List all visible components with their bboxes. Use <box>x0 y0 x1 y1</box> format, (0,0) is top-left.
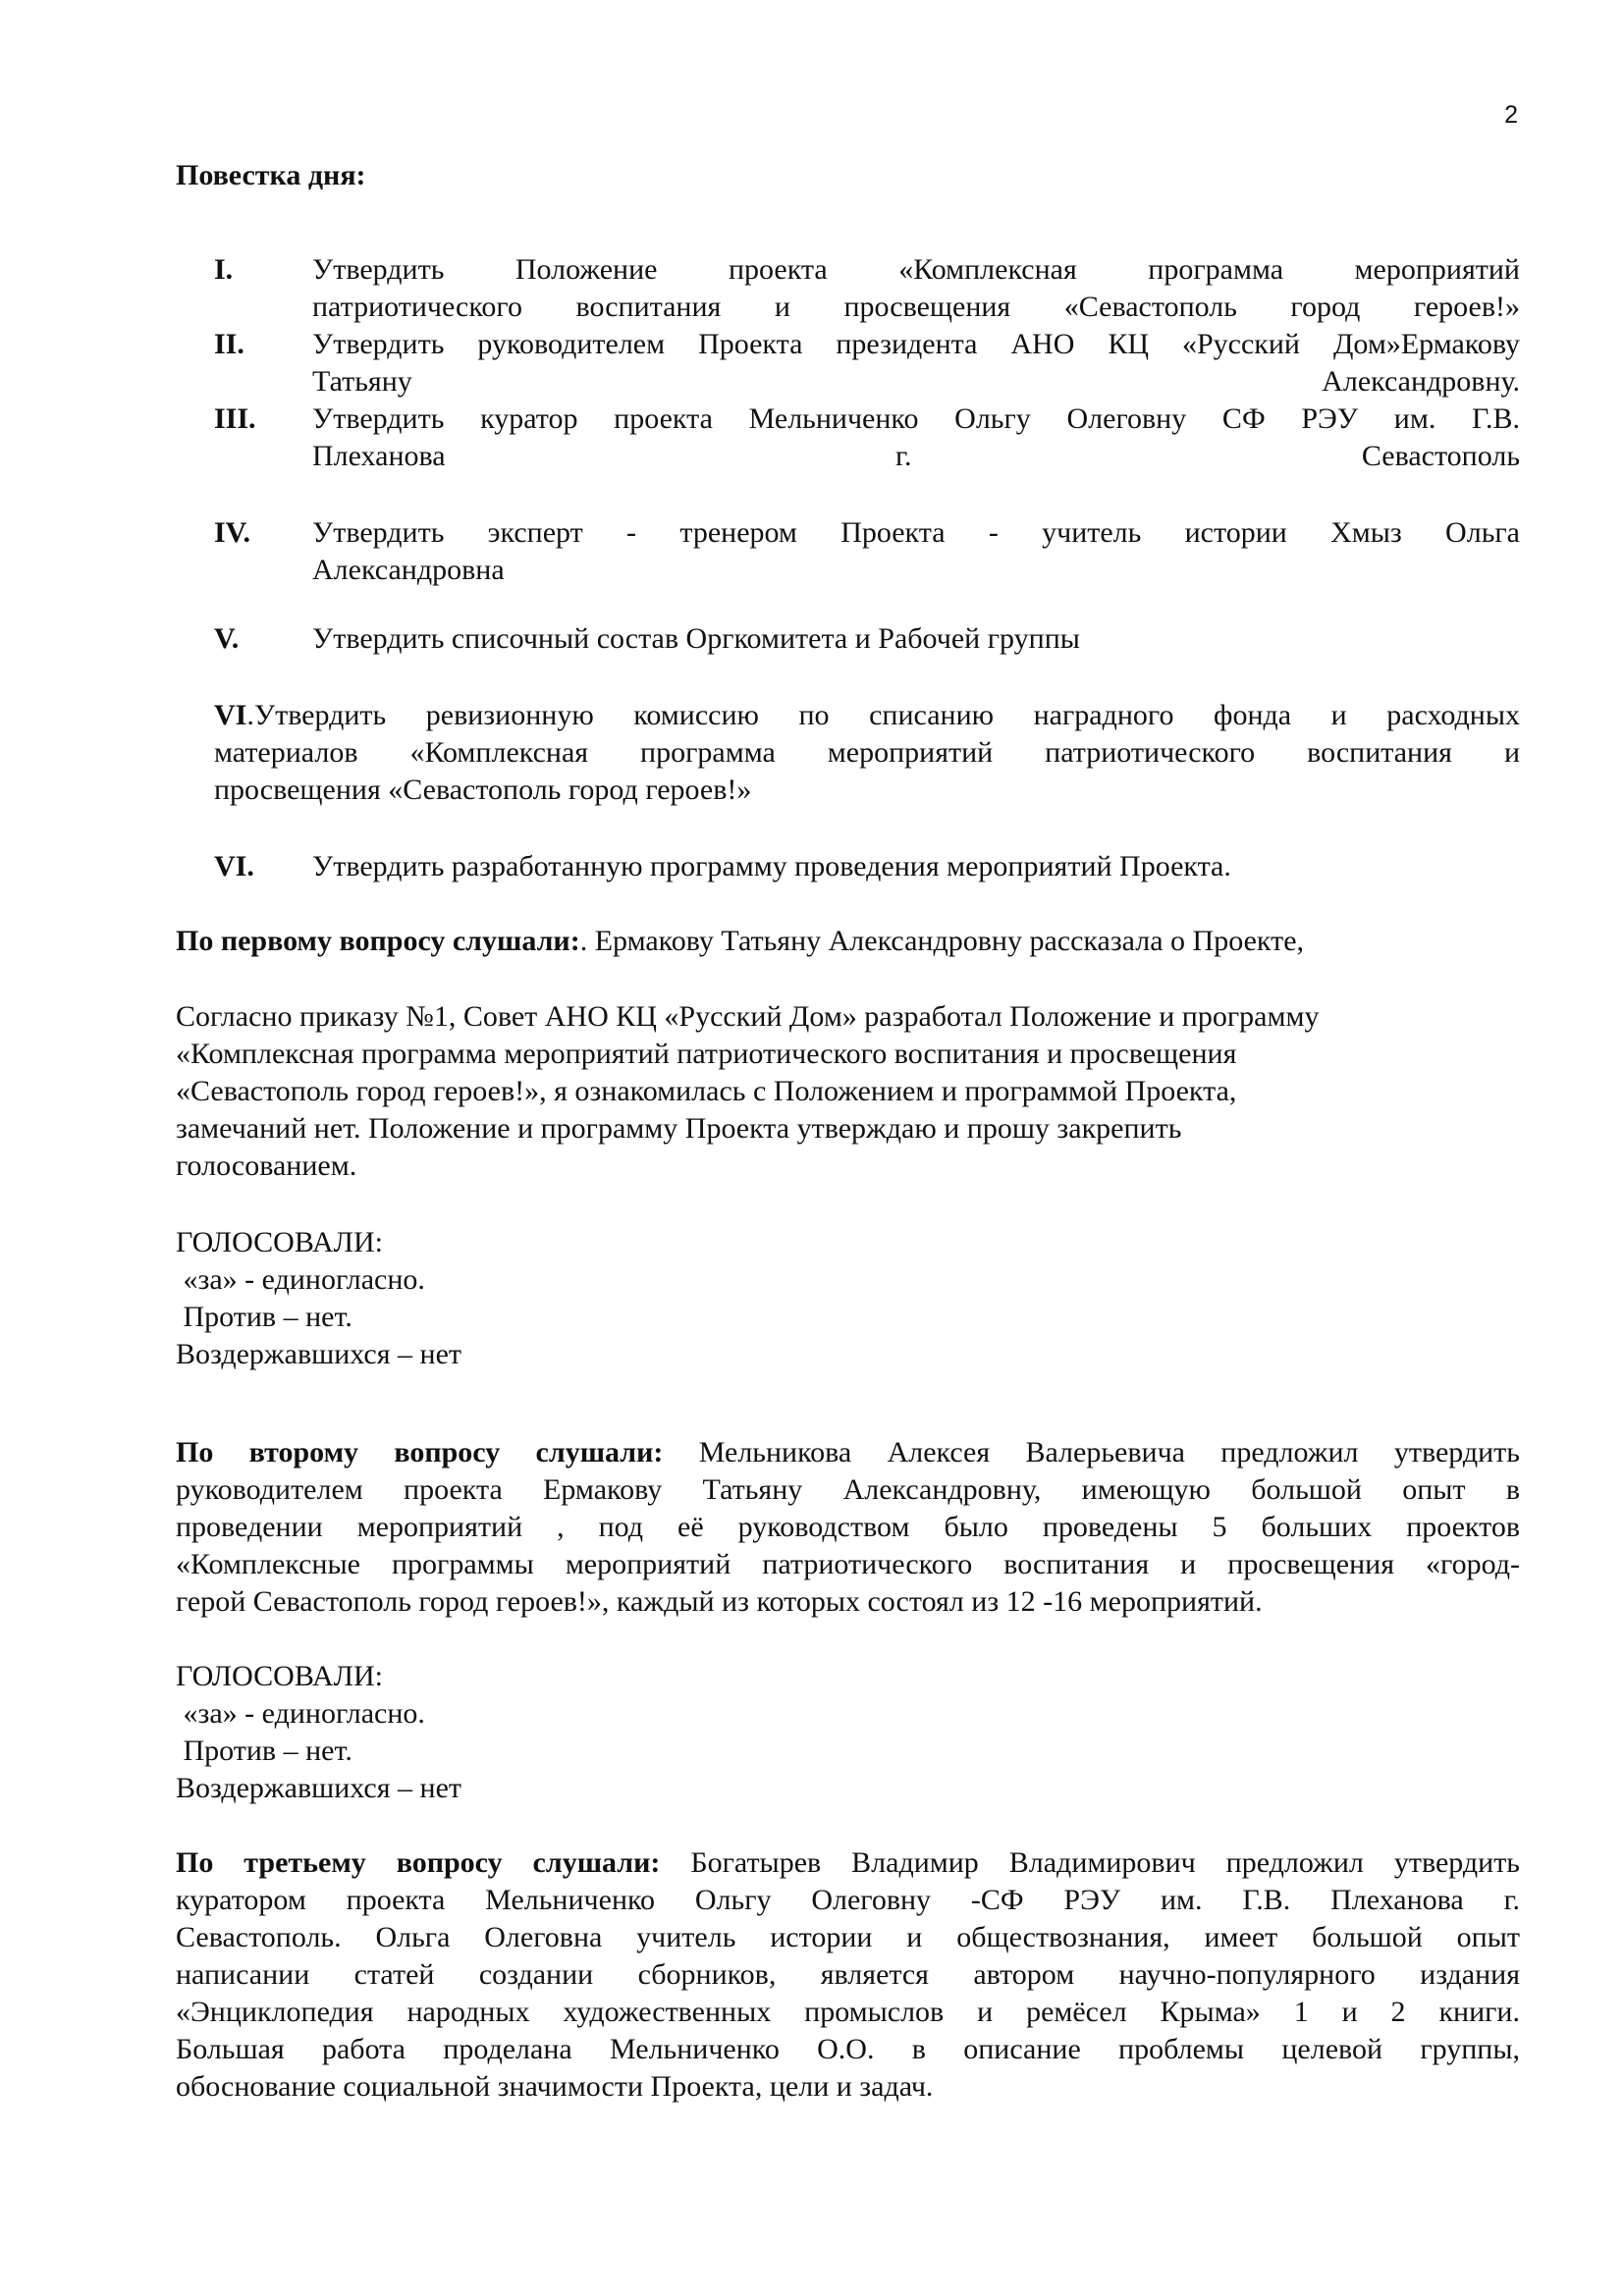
q1-body-line: «Комплексная программа мероприятий патриотического воспитания и просвещения <box>176 1038 1237 1070</box>
agenda-item-number: IV. <box>214 516 250 549</box>
vote-abstained: Воздержавшихся – нет <box>176 1772 461 1804</box>
q3-line: Большая работа проделана Мельниченко О.О. в описание проблемы целевой группы, <box>176 2033 1520 2065</box>
q1-lead: . Ермакову Татьяну Александровну рассказала о Проекте, <box>579 925 1305 957</box>
agenda-item-text: Утвердить разработанную программу проведения мероприятий Проекта. <box>312 850 1231 882</box>
q3-line: обоснование социальной значимости Проекта, цели и задач. <box>176 2070 934 2103</box>
agenda-title: Повестка дня: <box>176 159 366 191</box>
q2-line: руководителем проекта Ермакову Татьяну Александровну, имеющую большой опыт в <box>176 1473 1520 1506</box>
q3-line: куратором проекта Мельниченко Ольгу Олеговну -СФ РЭУ им. Г.В. Плеханова г. <box>176 1884 1520 1916</box>
agenda-item-5 <box>214 620 1520 658</box>
q3-line: Севастополь. Ольга Олеговна учитель истории и обществознания, имеет большой опыт <box>176 1921 1520 1953</box>
q1-body <box>176 998 1511 1185</box>
agenda-item-1 <box>214 251 1520 326</box>
vote-for: «за» - единогласно. <box>176 1263 425 1296</box>
q1-vote <box>176 1224 1059 1373</box>
agenda-item-text: Утвердить списочный состав Оргкомитета и Рабочей группы <box>312 622 1080 655</box>
agenda-item-text: просвещения «Севастополь город героев!» <box>214 774 752 806</box>
agenda-item-2 <box>214 326 1520 400</box>
agenda-item-text: Утвердить эксперт - тренером Проекта - учитель истории Хмыз Ольга <box>312 516 1520 549</box>
vote-for: «за» - единогласно. <box>176 1697 425 1730</box>
agenda-item-text: материалов «Комплексная программа мероприятий патриотического воспитания и <box>214 736 1520 769</box>
agenda-item-text: Плеханова г. Севастополь <box>312 440 1520 472</box>
page-number: 2 <box>1504 101 1518 129</box>
agenda-item-text: Утвердить руководителем Проекта президента АНО КЦ «Русский Дом»Ермакову <box>312 328 1520 360</box>
vote-against: Против – нет. <box>176 1735 352 1767</box>
agenda-item-4 <box>214 514 1520 589</box>
agenda-item-7 <box>214 848 1520 885</box>
agenda-item-number: III. <box>214 402 256 435</box>
agenda-item-3 <box>214 400 1520 475</box>
agenda-item-text: Утвердить куратор проекта Мельниченко Ольгу Олеговну СФ РЭУ им. Г.В. <box>312 402 1520 435</box>
q1-body-line: Согласно приказу №1, Совет АНО КЦ «Русский Дом» разработал Положение и программу <box>176 1000 1320 1033</box>
q1-body-line: голосованием. <box>176 1149 357 1182</box>
q2-heading: По второму вопросу слушали: <box>176 1436 664 1468</box>
q3-line: написании статей создании сборников, является автором научно-популярного издания <box>176 1958 1520 1991</box>
vote-against: Против – нет. <box>176 1301 352 1333</box>
vote-heading: ГОЛОСОВАЛИ: <box>176 1660 383 1692</box>
vote-abstained: Воздержавшихся – нет <box>176 1338 461 1370</box>
agenda-item-text: Утвердить Положение проекта «Комплексная программа мероприятий <box>312 253 1520 286</box>
q2-line: герой Севастополь город героев!», каждый из которых состоял из 12 -16 мероприятий. <box>176 1585 1263 1618</box>
agenda-item-text: Татьяну Александровну. <box>312 365 1520 398</box>
agenda-item-text: .Утвердить ревизионную комиссию по списанию наградного фонда и расходных <box>246 699 1520 731</box>
q1-body-line: замечаний нет. Положение и программу Проекта утверждаю и прошу закрепить <box>176 1112 1182 1145</box>
q2-paragraph <box>176 1434 1520 1621</box>
agenda-item-number: V. <box>214 622 240 655</box>
vote-heading: ГОЛОСОВАЛИ: <box>176 1226 383 1258</box>
agenda-item-text: патриотического воспитания и просвещения «Севастополь город героев!» <box>312 291 1520 323</box>
q3-paragraph <box>176 1844 1520 2106</box>
q1-body-line: «Севастополь город героев!», я ознакомилась с Положением и программой Проекта, <box>176 1075 1237 1107</box>
agenda-item-number: I. <box>214 253 234 286</box>
q1-heading-line <box>176 923 1520 960</box>
q2-line: Мельникова Алексея Валерьевича предложил утвердить <box>663 1436 1520 1468</box>
agenda-item-number: VI <box>214 699 247 731</box>
agenda-item-text: Александровна <box>312 554 505 586</box>
q2-vote <box>176 1658 1059 1807</box>
q3-line: «Энциклопедия народных художественных промыслов и ремёсел Крыма» 1 и 2 книги. <box>176 1996 1520 2028</box>
q2-line: «Комплексные программы мероприятий патриотического воспитания и просвещения «город- <box>176 1548 1520 1580</box>
agenda-item-number: VI. <box>214 850 254 882</box>
q1-heading: По первому вопросу слушали: <box>176 925 580 957</box>
agenda-item-number: II. <box>214 328 244 360</box>
q3-line: Богатырев Владимир Владимирович предложил утвердить <box>660 1846 1520 1879</box>
q2-line: проведении мероприятий , под её руководством было проведены 5 больших проектов <box>176 1511 1520 1543</box>
q3-heading: По третьему вопросу слушали: <box>176 1846 661 1879</box>
agenda-item-6 <box>214 697 1520 809</box>
